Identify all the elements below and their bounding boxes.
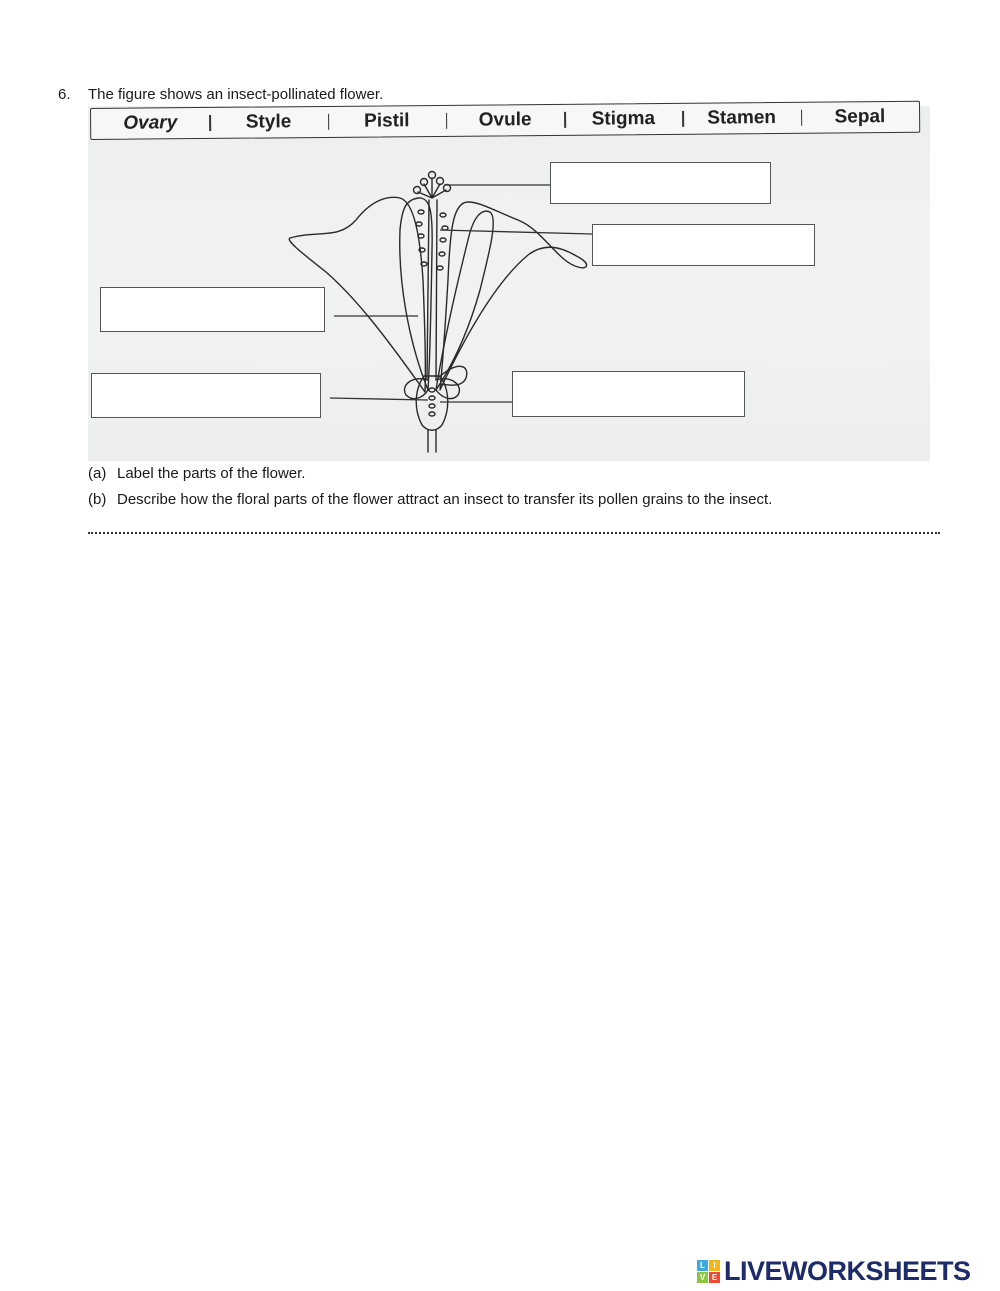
- sub-question-a: [88, 465, 305, 482]
- word-sepal[interactable]: Sepal: [801, 106, 919, 129]
- word-style[interactable]: Style: [209, 111, 327, 134]
- label-box-2[interactable]: [592, 224, 815, 266]
- sub-question-a-tag: (a): [88, 465, 107, 482]
- liveworksheets-logo: [697, 1254, 971, 1288]
- logo-mark-letter-l: L: [697, 1260, 708, 1271]
- logo-text: LIVEWORKSHEETS: [724, 1255, 971, 1286]
- label-box-1[interactable]: [550, 162, 771, 204]
- answer-line[interactable]: [88, 532, 940, 534]
- word-ovary[interactable]: Ovary: [123, 112, 178, 134]
- question-number: 6.: [58, 86, 71, 103]
- logo-mark-letter-e: E: [709, 1272, 720, 1283]
- leader-line-2: [440, 230, 592, 234]
- sub-question-b: [88, 491, 772, 508]
- sub-question-a-text: Label the parts of the flower.: [117, 465, 306, 482]
- flower-stem: [428, 430, 436, 452]
- label-box-4[interactable]: [91, 373, 321, 418]
- logo-mark-icon: [697, 1260, 720, 1283]
- ovules: [429, 388, 435, 416]
- label-box-5[interactable]: [512, 371, 745, 417]
- word-stigma[interactable]: Stigma: [564, 108, 682, 131]
- label-box-3[interactable]: [100, 287, 325, 332]
- sub-question-b-text: Describe how the floral parts of the flower attract an insect to transfer its pollen grains to the insect.: [117, 491, 773, 508]
- stigma-branches: [418, 178, 446, 198]
- word-pistil[interactable]: Pistil: [328, 110, 446, 133]
- logo-mark-letter-v: V: [697, 1272, 708, 1283]
- question-text: The figure shows an insect-pollinated flower.: [88, 86, 384, 103]
- word-ovule[interactable]: Ovule: [446, 109, 564, 132]
- logo-mark-letter-i: I: [709, 1260, 720, 1271]
- sub-question-b-tag: (b): [88, 491, 107, 508]
- word-stamen[interactable]: Stamen: [682, 107, 800, 130]
